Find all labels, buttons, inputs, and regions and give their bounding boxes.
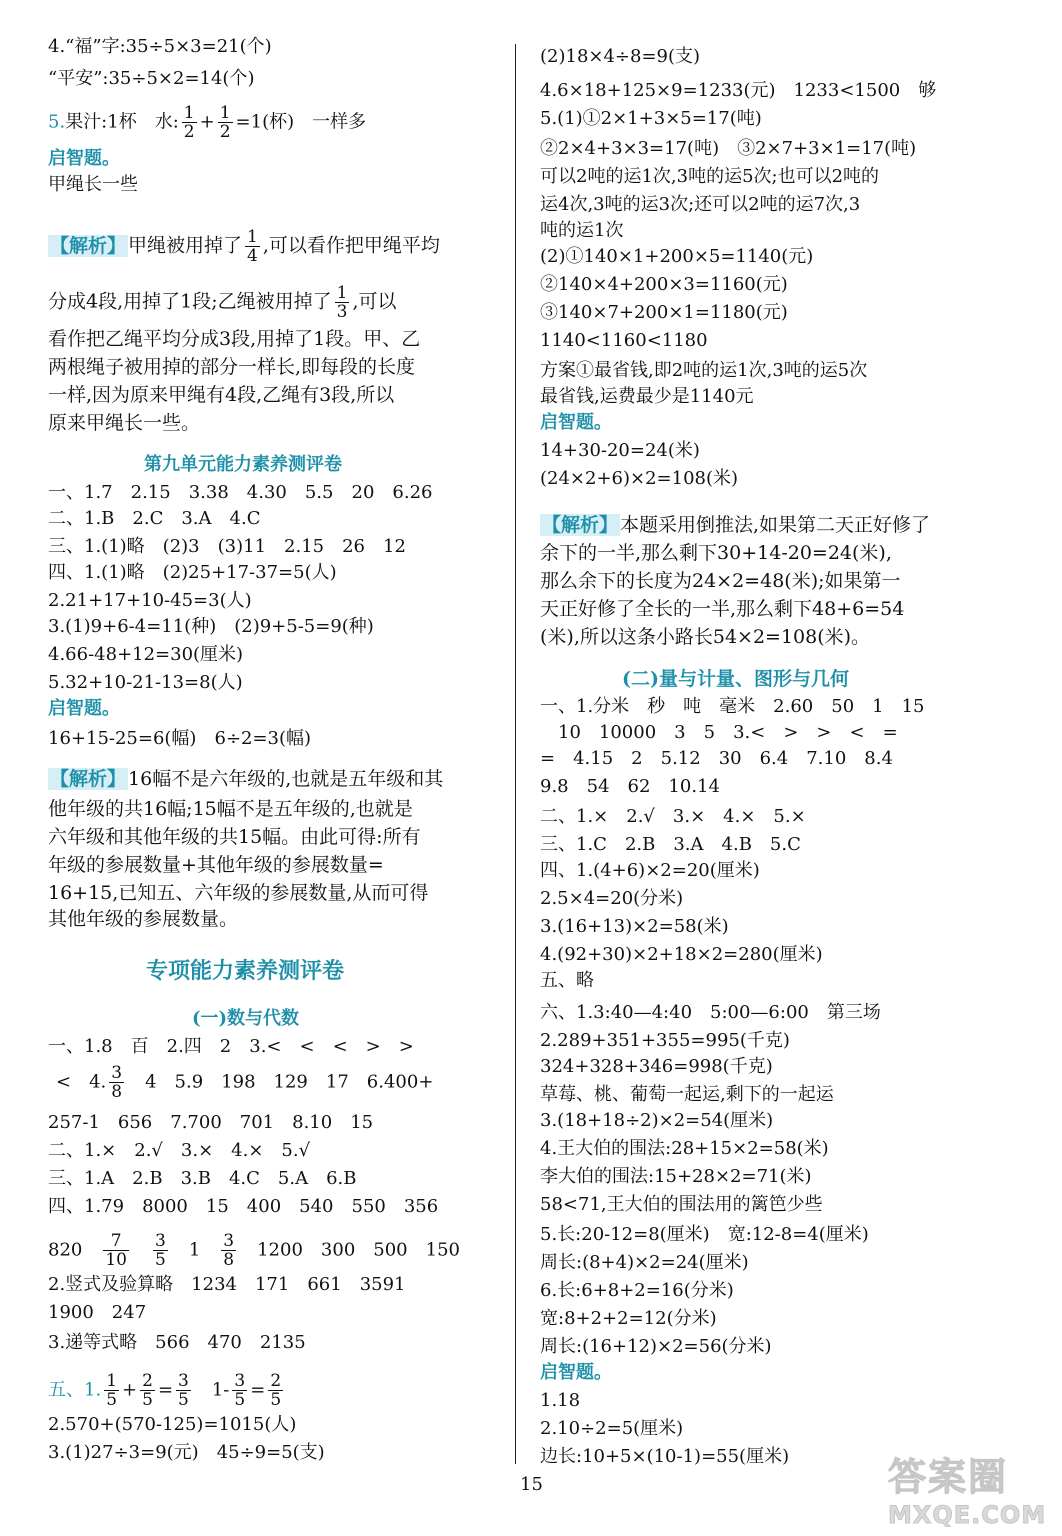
answer-line: 1.18 bbox=[540, 1390, 581, 1411]
section-label-qizhiti: 启智题。 bbox=[48, 148, 120, 169]
answer-line: 一、1.8 百 2.四 2 3.< < < > > bbox=[48, 1036, 414, 1057]
analysis-line: 看作把乙绳平均分成3段,用掉了1段。甲、乙 bbox=[48, 328, 421, 350]
answer-line: 4.6×18+125×9=1233(元) 1233<1500 够 bbox=[540, 80, 937, 101]
analysis-line: 分成4段,用掉了1段;乙绳被用掉了 $\frac{1}{3}$ ,可以 bbox=[48, 283, 397, 322]
answer-line: (2)18×4÷8=9(支) bbox=[540, 46, 701, 67]
answer-line: 3.(1)9+6-4=11(种) (2)9+5-5=9(种) bbox=[48, 616, 374, 637]
answer-line: 可以2吨的运1次,3吨的运5次;也可以2吨的 bbox=[540, 166, 880, 187]
answer-line: 2.5×4=20(分米) bbox=[540, 888, 684, 909]
answer-line: 5.32+10-21-13=8(人) bbox=[48, 672, 243, 693]
analysis-line: 一样,因为原来甲绳有4段,乙绳有3段,所以 bbox=[48, 384, 395, 406]
fraction: $\frac{3}{8}$ bbox=[223, 1231, 235, 1270]
section-label-qizhiti: 启智题。 bbox=[540, 1362, 612, 1383]
answer-line: 二、1.B 2.C 3.A 4.C bbox=[48, 508, 261, 529]
answer-line: 4.“福”字:35÷5×3=21(个) bbox=[48, 36, 272, 57]
answer-line: 三、1.A 2.B 3.B 4.C 5.A 6.B bbox=[48, 1168, 357, 1189]
analysis-line: 天正好修了全长的一半,那么剩下48+6=54 bbox=[540, 598, 905, 620]
analysis-line: 【解析】 甲绳被用掉了 $\frac{1}{4}$ ,可以看作把甲绳平均 bbox=[50, 227, 440, 266]
fraction: $\frac{1}{2}$ bbox=[219, 103, 231, 142]
answer-line: 1900 247 bbox=[48, 1302, 147, 1323]
analysis-line: 余下的一半,那么剩下30+14-20=24(米), bbox=[540, 542, 892, 564]
answer-line: 2.570+(570-125)=1015(人) bbox=[48, 1414, 297, 1435]
fraction: $\frac{2}{5}$ bbox=[270, 1371, 282, 1410]
answer-line: 9.8 54 62 10.14 bbox=[540, 776, 720, 797]
analysis-line: 【解析】 本题采用倒推法,如果第二天正好修了 bbox=[542, 514, 931, 536]
answer-line: 3.(16+13)×2=58(米) bbox=[540, 916, 729, 937]
analysis-line: 【解析】 16幅不是六年级的,也就是五年级和其 bbox=[50, 768, 444, 790]
answer-line: 一、1.7 2.15 3.38 4.30 5.5 20 6.26 bbox=[48, 482, 433, 503]
answer-line: 2.21+17+10-45=3(人) bbox=[48, 590, 252, 611]
analysis-line: 其他年级的参展数量。 bbox=[48, 908, 239, 930]
answer-line: = 4.15 2 5.12 30 6.4 7.10 8.4 bbox=[540, 748, 893, 769]
watermark-cn: 答案圈 bbox=[888, 1455, 1009, 1499]
watermark-logo bbox=[888, 1446, 1048, 1529]
analysis-line: 六年级和其他年级的共15幅。由此可得:所有 bbox=[48, 826, 421, 848]
fraction: $\frac{1}{3}$ bbox=[336, 283, 348, 322]
answer-line: 6.长:6+8+2=16(分米) bbox=[540, 1280, 734, 1301]
answer-line: 4.(92+30)×2+18×2=280(厘米) bbox=[540, 944, 823, 965]
answer-line: 10 10000 3 5 3.< > > < = bbox=[558, 722, 898, 743]
answer-line: 5.长:20-12=8(厘米) 宽:12-8=4(厘米) bbox=[540, 1224, 869, 1245]
analysis-line: 那么余下的长度为24×2=48(米);如果第一 bbox=[540, 570, 901, 592]
page-number: 15 bbox=[520, 1474, 543, 1495]
subsection-title: (二)量与计量、图形与几何 bbox=[622, 668, 849, 690]
answer-line: 三、1.C 2.B 3.A 4.B 5.C bbox=[540, 834, 801, 855]
analysis-line: (米),所以这条小路长54×2=108(米)。 bbox=[540, 626, 871, 648]
answer-line: 16+15-25=6(幅) 6÷2=3(幅) bbox=[48, 728, 312, 749]
answer-line: (2)①140×1+200×5=1140(元) bbox=[540, 246, 814, 267]
answer-line: 最省钱,运费最少是1140元 bbox=[540, 386, 754, 407]
fraction: $\frac{1}{5}$ bbox=[106, 1371, 118, 1410]
analysis-line: 两根绳子被用掉的部分一样长,即每段的长度 bbox=[48, 356, 416, 378]
answer-line: 3.(18+18÷2)×2=54(厘米) bbox=[540, 1110, 774, 1131]
answer-line: 四、1.79 8000 15 400 540 550 356 bbox=[48, 1196, 439, 1217]
fraction: $\frac{1}{2}$ bbox=[183, 103, 195, 142]
subsection-title: (一)数与代数 bbox=[192, 1008, 300, 1029]
answer-line: 14+30-20=24(米) bbox=[540, 440, 700, 461]
answer-line: 方案①最省钱,即2吨的运1次,3吨的运5次 bbox=[540, 360, 868, 381]
section-title: 专项能力素养测评卷 bbox=[146, 958, 345, 984]
answer-line: 吨的运1次 bbox=[540, 220, 624, 241]
answer-line: 四、1.(1)略 (2)25+17-37=5(人) bbox=[48, 562, 337, 583]
analysis-tag: 【解析】 bbox=[50, 768, 127, 790]
fraction: $\frac{2}{5}$ bbox=[142, 1371, 153, 1410]
answer-line: 2.竖式及验算略 1234 171 661 3591 bbox=[48, 1274, 406, 1295]
fraction: $\frac{3}{5}$ bbox=[178, 1371, 189, 1410]
answer-line: 一、1.分米 秒 吨 毫米 2.60 50 1 15 bbox=[540, 696, 925, 717]
analysis-tag: 【解析】 bbox=[542, 514, 619, 536]
answer-line: 324+328+346=998(千克) bbox=[540, 1056, 773, 1077]
answer-line: (24×2+6)×2=108(米) bbox=[540, 468, 739, 489]
section-label-qizhiti: 启智题。 bbox=[48, 698, 120, 719]
answer-line: 2.289+351+355=995(千克) bbox=[540, 1030, 790, 1051]
analysis-line: 年级的参展数量+其他年级的参展数量= bbox=[48, 854, 384, 876]
answer-line: 二、1.× 2.√ 3.× 4.× 5.√ bbox=[48, 1140, 311, 1161]
answer-line-fraction: < 4. $\frac{3}{8}$ 4 5.9 198 129 17 6.400+ bbox=[56, 1063, 434, 1102]
fraction: $\frac{3}{5}$ bbox=[234, 1371, 246, 1410]
analysis-line: 16+15,已知五、六年级的参展数量,从而可得 bbox=[48, 882, 429, 904]
unit-title: 第九单元能力素养测评卷 bbox=[144, 454, 342, 475]
answer-line: 边长:10+5×(10-1)=55(厘米) bbox=[540, 1446, 790, 1467]
answer-line: 宽:8+2+2=12(分米) bbox=[540, 1308, 717, 1329]
answer-line: ③140×7+200×1=1180(元) bbox=[540, 302, 788, 323]
analysis-line: 原来甲绳长一些。 bbox=[48, 412, 201, 434]
answer-line-fraction: 五、1. $\frac{1}{5}$ + $\frac{2}{5}$ = $\frac{3}{5}$ 1- $\frac{3}{5}$ = $\frac{2}{5}$ bbox=[48, 1371, 282, 1410]
answer-line: “平安”:35÷5×2=14(个) bbox=[48, 68, 255, 89]
fraction: $\frac{1}{4}$ bbox=[247, 227, 258, 266]
answer-line: 周长:(8+4)×2=24(厘米) bbox=[540, 1252, 749, 1273]
answer-line: ②2×4+3×3=17(吨) ③2×7+3×1=17(吨) bbox=[540, 138, 917, 159]
answer-line: 4.王大伯的围法:28+15×2=58(米) bbox=[540, 1138, 829, 1159]
fraction: $\frac{7}{10}$ bbox=[105, 1231, 127, 1270]
answer-line: 2.10÷2=5(厘米) bbox=[540, 1418, 684, 1439]
answer-line: 三、1.(1)略 (2)3 (3)11 2.15 26 12 bbox=[48, 536, 406, 557]
answer-line: 3.递等式略 566 470 2135 bbox=[48, 1332, 306, 1353]
answer-line-fraction: 5.果汁:1杯 水: $\frac{1}{2}$ + $\frac{1}{2}$ =1(杯) 一样多 bbox=[48, 103, 367, 142]
answer-line: 1140<1160<1180 bbox=[540, 330, 708, 351]
answer-line: 四、1.(4+6)×2=20(厘米) bbox=[540, 860, 760, 881]
answer-line: 李大伯的围法:15+28×2=71(米) bbox=[540, 1166, 812, 1187]
answer-line: ②140×4+200×3=1160(元) bbox=[540, 274, 788, 295]
section-label-qizhiti: 启智题。 bbox=[540, 412, 612, 433]
answer-line: 六、1.3:40—4:40 5:00—6:00 第三场 bbox=[540, 1002, 881, 1023]
answer-line: 5.(1)①2×1+3×5=17(吨) bbox=[540, 108, 762, 129]
answer-line: 周长:(16+12)×2=56(分米) bbox=[540, 1336, 772, 1357]
answer-line: 甲绳长一些 bbox=[48, 174, 138, 195]
answer-line-fraction: 820 $\frac{7}{10}$ $\frac{3}{5}$ 1 $\frac{3}{8}$ 1200 300 500 150 bbox=[48, 1231, 460, 1270]
answer-line: 3.(1)27÷3=9(元) 45÷9=5(支) bbox=[48, 1442, 325, 1463]
analysis-line: 他年级的共16幅;15幅不是五年级的,也就是 bbox=[48, 798, 413, 820]
answer-line: 257-1 656 7.700 701 8.10 15 bbox=[48, 1112, 374, 1133]
answer-line: 五、略 bbox=[540, 970, 594, 991]
answer-line: 运4次,3吨的运3次;还可以2吨的运7次,3 bbox=[540, 194, 861, 215]
analysis-tag: 【解析】 bbox=[50, 234, 127, 257]
column-divider bbox=[515, 44, 516, 1464]
answer-line: 二、1.× 2.√ 3.× 4.× 5.× bbox=[540, 806, 806, 827]
fraction: $\frac{3}{8}$ bbox=[111, 1063, 123, 1102]
answer-line: 58<71,王大伯的围法用的篱笆少些 bbox=[540, 1194, 823, 1215]
fraction: $\frac{3}{5}$ bbox=[155, 1231, 166, 1270]
answer-line: 草莓、桃、葡萄一起运,剩下的一起运 bbox=[540, 1084, 834, 1105]
answer-line: 4.66-48+12=30(厘米) bbox=[48, 644, 244, 665]
watermark-en: MXQE.COM bbox=[888, 1501, 1047, 1529]
